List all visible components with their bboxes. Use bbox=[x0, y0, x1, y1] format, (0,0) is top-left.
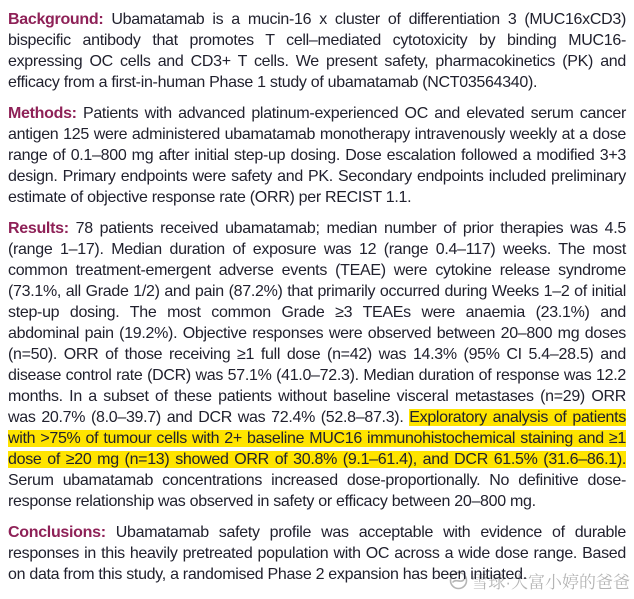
results-heading: Results: bbox=[8, 220, 69, 237]
results-text-after-highlight: Serum ubamatamab concentrations increased dose-proportionally. No definitive dose-response relationship was observed in safety or efficacy between 20–800 mg. bbox=[8, 472, 626, 510]
watermark-text: 雪球·大富小婷的爸爸 bbox=[471, 573, 630, 592]
conclusions-heading: Conclusions: bbox=[8, 524, 106, 541]
conclusions-text: Ubamatamab safety profile was acceptable with evidence of durable responses in this heavily pretreated population with OC across a wide dose range. Based on data from this study, a randomised Phase 2 expansion has been initiated. bbox=[8, 524, 626, 583]
results-highlighted-text: Exploratory analysis of patients with >75% of tumour cells with 2+ baseline MUC16 immunohistochemical staining and ≥1 dose of ≥20 mg (n=13) showed ORR of 30.8% (9.1–61.4), and DCR 61.5% (31.6–86.1). bbox=[8, 409, 626, 468]
background-heading: Background: bbox=[8, 11, 104, 28]
methods-paragraph bbox=[8, 103, 626, 208]
results-text-before-highlight: 78 patients received ubamatamab; median number of prior therapies was 4.5 (range 1–17). Median duration of exposure was 12 (range 0.4–117) weeks. The most common treatment-emergent adverse events (TEAE) were cytokine release syndrome (73.1%, all Grade 1/2) and pain (87.2%) that primarily occurred during Weeks 1–2 of initial step-up dosing. The most common Grade ≥3 TEAEs were anaemia (23.1%) and abdominal pain (19.2%). Objective responses were observed between 20–800 mg doses (n=50). ORR of those receiving ≥1 full dose (n=42) was 14.3% (95% CI 5.4–28.5) and disease control rate (DCR) was 57.1% (41.0–72.3). Median duration of response was 12.2 months. In a subset of these patients without baseline visceral metastases (n=29) ORR was 20.7% (8.0–39.7) and DCR was 72.4% (52.8–87.3). bbox=[8, 220, 626, 426]
background-text: Ubamatamab is a mucin-16 x cluster of differentiation 3 (MUC16xCD3) bispecific antibody that promotes T cell–mediated cytotoxicity by binding MUC16-expressing OC cells and CD3+ T cells. We present safety, pharmacokinetics (PK) and efficacy from a first-in-human Phase 1 study of ubamatamab (NCT03564340). bbox=[8, 11, 626, 91]
methods-text: Patients with advanced platinum-experienced OC and elevated serum cancer antigen 125 were administered ubamatamab monotherapy intravenously weekly at a dose range of 0.1–800 mg after initial step-up dosing. Dose escalation followed a modified 3+3 design. Primary endpoints were safety and PK. Secondary endpoints included preliminary estimate of objective response rate (ORR) per RECIST 1.1. bbox=[8, 105, 626, 206]
conclusions-paragraph bbox=[8, 522, 626, 585]
background-paragraph bbox=[8, 9, 626, 93]
methods-heading: Methods: bbox=[8, 105, 77, 122]
results-paragraph bbox=[8, 218, 626, 512]
